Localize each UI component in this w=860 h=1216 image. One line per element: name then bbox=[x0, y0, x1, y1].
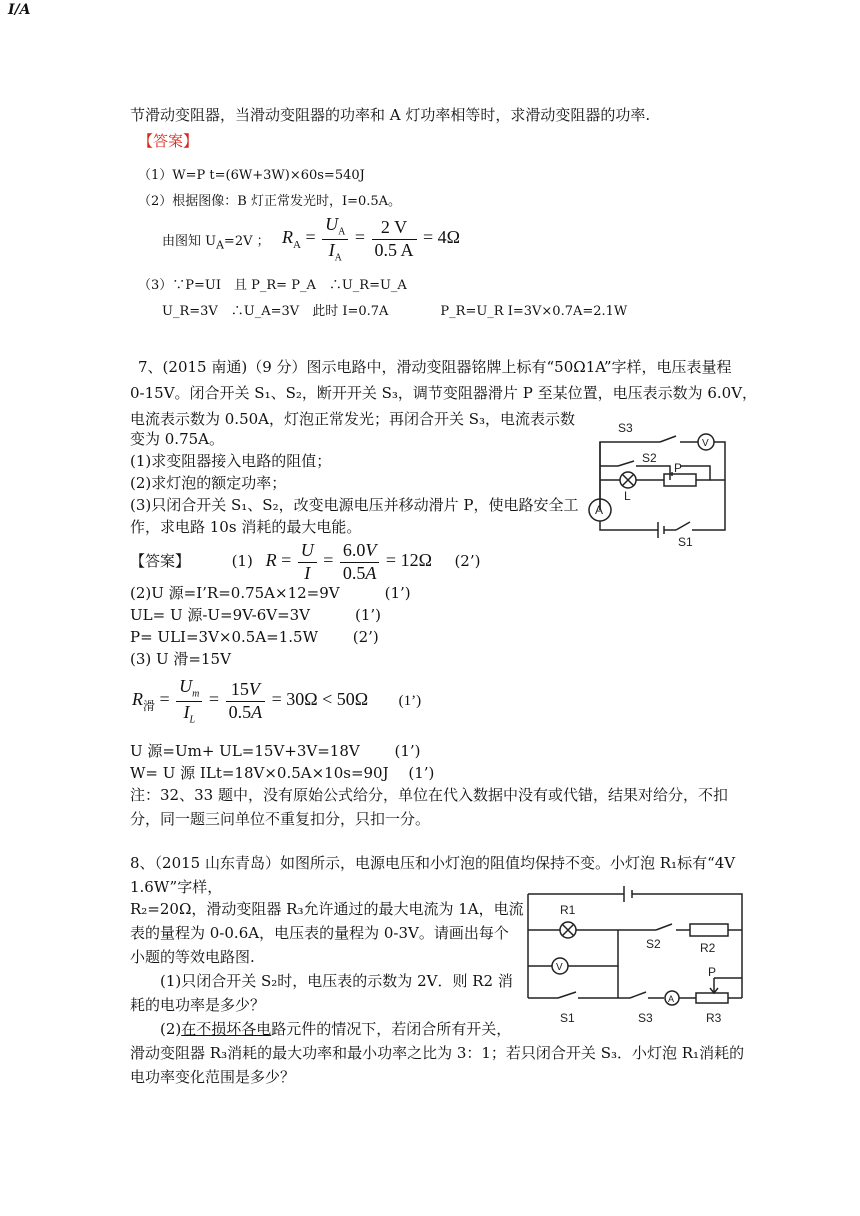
voltmeter-label: V bbox=[556, 962, 563, 973]
problem6-step1: （1）W=P t=(6W+3W)×60s=540J bbox=[138, 168, 365, 183]
problem8-q2a: (2)在不损坏各电路元件的情况下，若闭合所有开关， bbox=[130, 1020, 512, 1038]
problem8-q1b: 耗的电功率是多少？ bbox=[130, 996, 266, 1014]
problem8-line4: 表的量程为 0-0.6A，电压表的量程为 0-3V。请画出每个 bbox=[130, 924, 509, 942]
problem7-line4: 变为 0.75A。 bbox=[130, 430, 224, 448]
problem7-answer7: U 源=Um+ UL=15V+3V=18V (1’) bbox=[130, 742, 421, 760]
problem7-line2: 0-15V。闭合开关 S₁、S₂，断开开关 S₃，调节变阻器滑片 P 至某位置，电压表示数为 6.0V， bbox=[130, 384, 758, 402]
answer1-score: (2’) bbox=[454, 552, 481, 571]
answer6-score: (1’) bbox=[398, 693, 422, 710]
problem8-line2: 1.6W”字样， bbox=[130, 878, 223, 896]
problem7-q3b: 作，求电路 10s 消耗的最大电能。 bbox=[130, 518, 362, 536]
problem7-note1: 注：32、33 题中，没有原始公式给分，单位在代入数据中没有或代错，结果对给分，不扣 bbox=[130, 786, 728, 804]
label-r2: R2 bbox=[700, 941, 716, 955]
problem7-answer3: UL= U 源-U=9V-6V=3V (1’) bbox=[130, 606, 382, 624]
problem6-tail-text: 节滑动变阻器，当滑动变阻器的功率和 A 灯功率相等时，求滑动变阻器的功率. bbox=[130, 106, 651, 124]
problem7-q2: (2)求灯泡的额定功率； bbox=[130, 474, 287, 492]
problem8-q2b: 滑动变阻器 R₃消耗的最大功率和最小功率之比为 3：1；若只闭合开关 S₃．小灯泡 R₁消耗的 bbox=[130, 1044, 745, 1062]
label-s3: S3 bbox=[638, 1011, 653, 1025]
problem7-q3a: (3)只闭合开关 S₁、S₂，改变电源电压并移动滑片 P，使电路安全工 bbox=[130, 496, 579, 514]
label-s2: S2 bbox=[642, 451, 657, 465]
lamp-cross-icon bbox=[562, 924, 574, 936]
problem7-line3: 电流表示数为 0.50A，灯泡正常发光；再闭合开关 S₃，电流表示数 bbox=[130, 410, 576, 428]
problem6-step3: 由图知 $U_A=2V$ ； bbox=[162, 234, 270, 252]
label-s1: S1 bbox=[678, 535, 693, 548]
problem8-circuit-diagram bbox=[520, 886, 748, 1034]
problem7-note2: 分，同一题三问单位不重复扣分，只扣一分。 bbox=[130, 810, 431, 828]
problem8-q2c: 电功率变化范围是多少？ bbox=[130, 1068, 296, 1086]
problem8-q1a: (1)只闭合开关 S₂时，电压表的示数为 2V．则 R2 消 bbox=[130, 972, 513, 990]
problem7-line1: 7、(2015 南通)（9 分）图示电路中，滑动变阻器铭牌上标有“50Ω1A”字样，电压表量程 bbox=[138, 358, 732, 376]
problem7-answer2: (2)U 源=I’R=0.75A×12=9V (1’) bbox=[130, 584, 411, 602]
problem6-step5: U_R=3V ∴U_A=3V 此时 I=0.7A P_R=U_R I=3V×0.7A=2.1W bbox=[162, 304, 628, 319]
label-l: L bbox=[624, 489, 631, 503]
label-s1: S1 bbox=[560, 1011, 575, 1025]
label-p: P bbox=[674, 461, 683, 475]
label-p: P bbox=[708, 965, 717, 979]
problem7-answer4: P= ULI=3V×0.5A=1.5W (2’) bbox=[130, 628, 379, 646]
problem7-answer-label: 【答案】 bbox=[130, 552, 191, 571]
problem8-line1: 8、（2015 山东青岛）如图所示，电源电压和小灯泡的阻值均保持不变。小灯泡 R₁标有“4V bbox=[130, 854, 736, 872]
problem6-answer-label: 【答案】 bbox=[138, 132, 199, 150]
label-s3: S3 bbox=[618, 421, 633, 435]
label-r3: R3 bbox=[706, 1011, 722, 1025]
lamp-cross-icon bbox=[622, 474, 634, 486]
problem6-resistance-formula: $R_A$ = $\frac{U_A}{I_A}$ = $\frac{2 V}{0.5 A}$ = 4Ω bbox=[282, 214, 461, 264]
problem7-answer5: (3) U 滑=15V bbox=[130, 650, 231, 668]
axis-label: I/A bbox=[8, 2, 31, 18]
voltmeter-label: V bbox=[702, 438, 709, 449]
label-s2: S2 bbox=[646, 937, 661, 951]
label-r1: R1 bbox=[560, 903, 576, 917]
ammeter-label: A bbox=[668, 994, 675, 1004]
ammeter-label: A bbox=[595, 503, 604, 517]
problem7-answer6-formula: $R_滑$ = $\frac{U_m}{I_L}$ = $\frac{15V}{0.5A}$ = 30Ω < 50Ω (1’) bbox=[132, 676, 422, 726]
problem7-circuit-diagram bbox=[580, 418, 730, 548]
problem7-answer8: W= U 源 ILt=18V×0.5A×10s=90J (1’) bbox=[130, 764, 435, 782]
problem6-step2: （2）根据图像：B 灯正常发光时，I=0.5A。 bbox=[138, 194, 402, 209]
problem6-step4: （3）∵P=UI 且 P_R= P_A ∴U_R=U_A bbox=[138, 278, 407, 293]
problem8-line3: R₂=20Ω，滑动变阻器 R₃允许通过的最大电流为 1A，电流 bbox=[130, 900, 524, 918]
problem7-q1: (1)求变阻器接入电路的阻值； bbox=[130, 452, 332, 470]
problem8-line5: 小题的等效电路图. bbox=[130, 948, 255, 966]
answer1-prefix: (1) bbox=[231, 552, 253, 571]
problem7-answer-row1: 【答案】 (1) R = $\frac{U}{I}$ = $\frac{6.0V}{0.5A}$ = 12Ω (2’) bbox=[130, 540, 481, 583]
